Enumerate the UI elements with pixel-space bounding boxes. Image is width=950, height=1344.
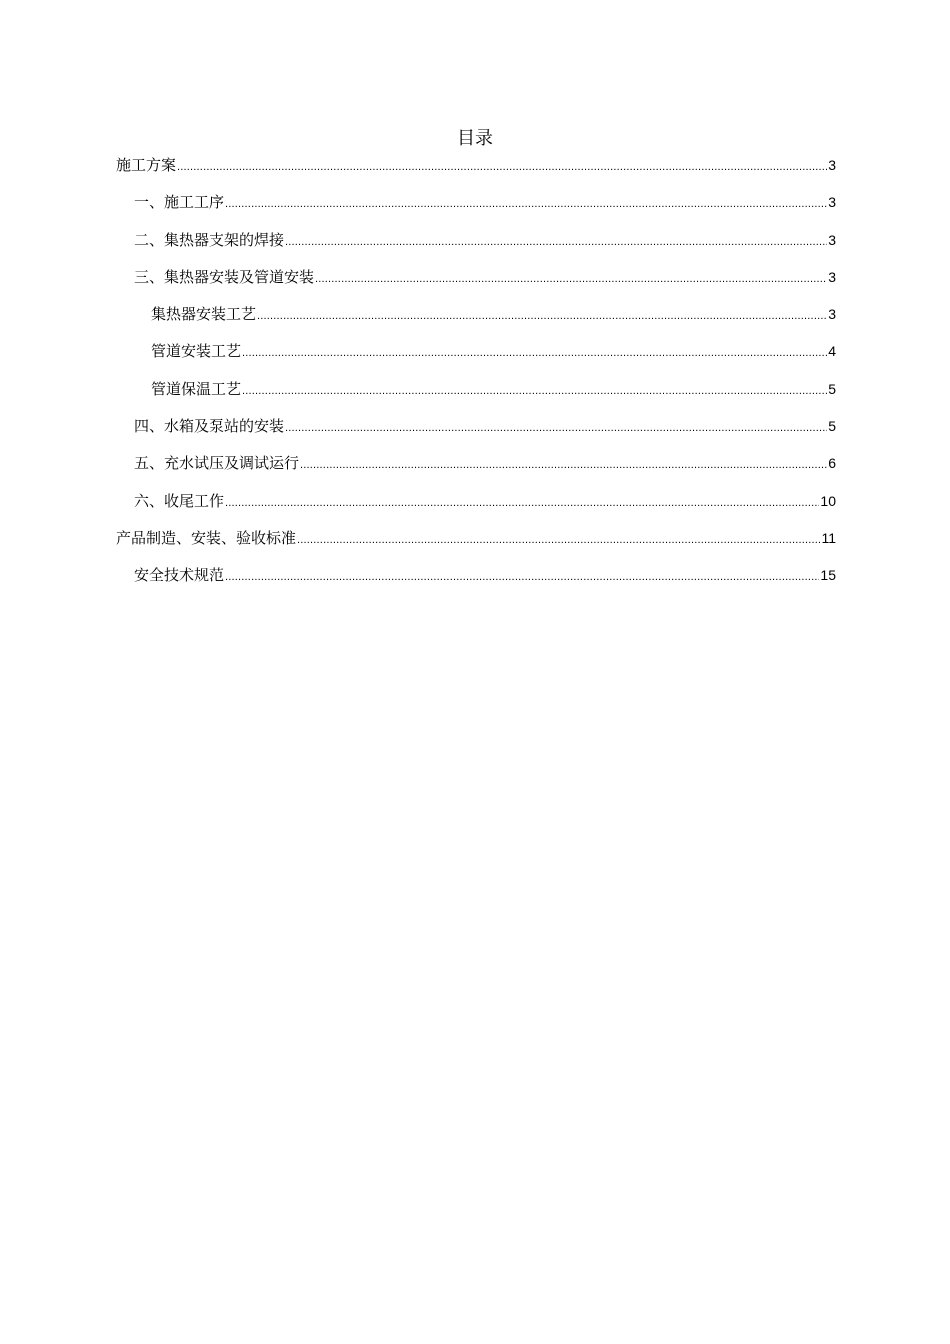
toc-dot-leader	[225, 189, 827, 219]
toc-dot-leader	[300, 450, 827, 480]
toc-entry-page: 3	[828, 268, 836, 285]
toc-entry-page: 5	[828, 418, 836, 435]
toc-entry[interactable]	[116, 225, 836, 262]
toc-entry-page: 6	[828, 455, 836, 472]
toc-dot-leader	[177, 152, 827, 182]
toc-dot-leader	[285, 413, 827, 443]
toc-entry[interactable]	[116, 336, 836, 373]
toc-entry-page: 5	[828, 380, 836, 397]
toc-entry[interactable]	[116, 560, 836, 597]
toc-title: 目录	[457, 128, 493, 149]
toc-entry-text: 管道安装工艺	[151, 342, 242, 361]
toc-entry-text: 二、集热器支架的焊接	[134, 230, 285, 249]
toc-dot-leader	[225, 562, 819, 592]
toc-entry-page: 3	[828, 306, 836, 323]
toc-dot-leader	[242, 338, 827, 368]
toc-entry-text: 安全技术规范	[134, 566, 225, 585]
toc-dot-leader	[315, 264, 827, 294]
toc-dot-leader	[242, 376, 827, 406]
toc-entry-text: 四、水箱及泵站的安装	[134, 417, 285, 436]
toc-dot-leader	[297, 525, 820, 555]
toc-entry-page: 11	[821, 529, 836, 546]
toc-entry[interactable]	[116, 486, 836, 523]
toc-dot-leader	[285, 227, 827, 257]
toc-entry-text: 产品制造、安装、验收标准	[116, 528, 297, 547]
toc-entry-page: 3	[828, 194, 836, 211]
toc-entry-text: 五、充水试压及调试运行	[134, 454, 300, 473]
toc-entry-page: 10	[820, 492, 836, 509]
toc-entry-page: 3	[828, 231, 836, 248]
table-of-contents	[116, 150, 836, 598]
toc-dot-leader	[225, 488, 819, 518]
toc-entry[interactable]	[116, 448, 836, 485]
toc-entry[interactable]	[116, 262, 836, 299]
toc-entry-text: 集热器安装工艺	[151, 305, 257, 324]
toc-entry-text: 施工方案	[116, 156, 177, 174]
toc-entry-page: 15	[820, 567, 836, 584]
toc-entry[interactable]	[116, 150, 836, 187]
toc-entry-text: 一、施工工序	[134, 193, 225, 212]
toc-entry[interactable]	[116, 374, 836, 411]
toc-entry-text: 六、收尾工作	[134, 491, 225, 510]
toc-entry-page: 4	[828, 343, 836, 360]
toc-entry-page: 3	[828, 157, 836, 173]
toc-entry[interactable]	[116, 187, 836, 224]
toc-entry[interactable]	[116, 299, 836, 336]
toc-entry[interactable]	[116, 411, 836, 448]
toc-entry-text: 管道保温工艺	[151, 379, 242, 398]
toc-entry[interactable]	[116, 523, 836, 560]
toc-dot-leader	[257, 301, 827, 331]
toc-entry-text: 三、集热器安装及管道安装	[134, 267, 315, 286]
